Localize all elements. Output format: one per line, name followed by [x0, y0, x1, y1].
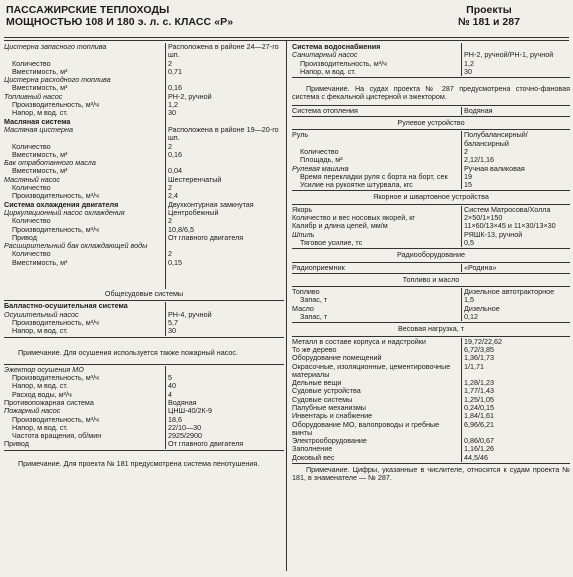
- row-label: Цистерна запасного топлива: [4, 43, 166, 60]
- row-value: 2: [168, 58, 172, 68]
- row-label: Судовые устройства: [292, 387, 462, 395]
- row-label: Производительность, м³/ч: [4, 416, 166, 424]
- row-label: Тяговое усилие, тс: [292, 239, 462, 247]
- row-label: Система водоснабжения: [292, 43, 462, 51]
- row-value: 2: [464, 146, 468, 156]
- row-label: Вместимость, м³: [4, 84, 166, 92]
- row-value: 1,25/1,05: [464, 394, 494, 404]
- row-label: Окрасочные, изоляционные, цементировочные материалы: [292, 363, 462, 380]
- row-label: Вместимость, м³: [4, 259, 166, 267]
- row-value: 30: [168, 108, 176, 118]
- row-value: 15: [464, 180, 472, 190]
- row-value: Двухконтурная замкнутая: [168, 199, 254, 209]
- row-label: Инвентарь и снабжение: [292, 412, 462, 420]
- row-label: Производительность, м³/ч: [4, 192, 166, 200]
- row-label: Топливо: [292, 288, 462, 296]
- row-value: 0,5: [464, 237, 474, 247]
- table-row: [292, 264, 570, 272]
- row-value: 0,16: [168, 83, 182, 93]
- row-label: Время перекладки руля с борта на борт, сек: [292, 173, 462, 181]
- note-foam: Примечание. Для проекта № 181 предусмотрена система пенотушения.: [18, 458, 260, 468]
- row-value: Систем Матросова/Холла: [464, 204, 551, 214]
- project-line-1: Проекты: [466, 4, 512, 16]
- row-value: 0,24/0,15: [464, 402, 494, 412]
- row-value: 0,16: [168, 149, 182, 159]
- row-label: Судовые системы: [292, 396, 462, 404]
- row-label: Металл в составе корпуса и надстройки: [292, 338, 462, 346]
- row-value: 30: [168, 326, 176, 336]
- row-label: Напор, м вод. ст.: [4, 327, 166, 335]
- row-value: ЦНШ-40/2К-9: [168, 406, 213, 416]
- row-value: 1,2: [168, 100, 178, 110]
- row-label: Количество: [4, 184, 166, 192]
- row-label: Руль: [292, 131, 462, 148]
- row-label: Напор, м вод. ст.: [4, 382, 166, 390]
- row-label: Усилие на рукоятке штурвала, кгс: [292, 181, 462, 189]
- table-left-fire: [4, 366, 284, 449]
- row-label: Масло: [292, 305, 462, 313]
- section-title-general-systems: Общесудовые системы: [104, 289, 184, 299]
- table-row: [292, 107, 570, 115]
- row-value: 22/10—30: [168, 422, 202, 432]
- row-value: 10,8/6,5: [168, 224, 194, 234]
- row-label: Палубные механизмы: [292, 404, 462, 412]
- row-value: Центробежный: [168, 207, 219, 217]
- row-label: Напор, м вод. ст.: [292, 68, 462, 76]
- row-label: Производительность, м³/ч: [4, 226, 166, 234]
- table-row: [292, 222, 570, 230]
- row-label: Дельные вещи: [292, 379, 462, 387]
- table-row: [292, 454, 570, 462]
- table-right-water: [292, 43, 570, 76]
- row-value: Шестеренчатый: [168, 174, 222, 184]
- row-value: 2×50/1×150: [464, 213, 503, 223]
- note-numerator: Примечание. Цифры, указанные в числителе, относятся к судам проекта № 181, в знаменателе — № 287.: [292, 465, 570, 483]
- right-column: [292, 43, 570, 484]
- row-label: Оборудование помещений: [292, 354, 462, 362]
- row-value: 1,84/1,61: [464, 411, 494, 421]
- table-row: [292, 239, 570, 247]
- row-label: Вместимость, м³: [4, 68, 166, 76]
- row-value: 2: [168, 141, 172, 151]
- row-label: Производительность, м³/ч: [292, 60, 462, 68]
- row-value: Дизельное автотракторное: [464, 287, 555, 297]
- row-label: Электрооборудование: [292, 437, 462, 445]
- row-label: Напор, м вод. ст.: [4, 109, 166, 117]
- table-row: [292, 296, 570, 304]
- row-value: 0,71: [168, 66, 182, 76]
- row-value: «Родина»: [464, 262, 497, 272]
- table-row: [292, 288, 570, 296]
- row-value: Водяная: [168, 397, 197, 407]
- row-label: Пожарный насос: [4, 407, 166, 415]
- row-label: Запас, т: [292, 296, 462, 304]
- table-right-heating: [292, 107, 570, 115]
- row-label: Эжектор осушения МО: [4, 366, 166, 374]
- row-value: 18,6: [168, 414, 182, 424]
- row-label: Производительность, м³/ч: [4, 374, 166, 382]
- row-label: Частота вращения, об/мин: [4, 432, 166, 440]
- row-label: Заполнение: [292, 445, 462, 453]
- row-value: 4: [168, 389, 172, 399]
- table-left-ballast: [4, 302, 284, 335]
- row-label: Расход воды, м³/ч: [4, 391, 166, 399]
- row-value: Ручная валиковая: [464, 163, 525, 173]
- row-value: РН-2, ручной: [168, 91, 212, 101]
- row-label: Циркуляционный насос охлаждения: [4, 209, 166, 217]
- table-weight: [292, 338, 570, 462]
- row-label: Масляная цистерна: [4, 126, 166, 143]
- row-label: Масляная система: [4, 118, 166, 126]
- table-row: [4, 327, 284, 335]
- table-row: [292, 305, 570, 313]
- row-value: 2: [168, 216, 172, 226]
- row-value: 19: [464, 171, 472, 181]
- row-label: Запас, т: [292, 313, 462, 321]
- row-label: Цистерна расходного топлива: [4, 76, 166, 84]
- row-value: 1,28/1,23: [464, 378, 494, 388]
- row-value: [166, 76, 284, 84]
- row-label: Оборудование МО, валопроводы и гребные винты: [292, 421, 462, 438]
- row-value: РН-4, ручной: [168, 309, 212, 319]
- table-radio: [292, 264, 570, 272]
- table-fuel: [292, 288, 570, 321]
- section-title-radio: Радиооборудование: [396, 250, 466, 260]
- row-label: Балластно-осушительная система: [4, 302, 166, 310]
- title-line-1: ПАССАЖИРСКИЕ ТЕПЛОХОДЫ: [6, 4, 170, 16]
- row-label: Количество: [4, 217, 166, 225]
- row-label: Осушительный насос: [4, 311, 166, 319]
- row-label: Производительность, м³/ч: [4, 101, 166, 109]
- row-value: 0,86/0,67: [464, 436, 494, 446]
- row-value: 6,96/6,21: [464, 419, 494, 429]
- row-label: Радиоприемник: [292, 264, 462, 272]
- row-value: [166, 159, 284, 167]
- table-row: [292, 131, 570, 148]
- column-divider: [286, 40, 287, 571]
- row-label: Калибр и длина цепей, мм/м: [292, 222, 462, 230]
- row-value: Дизельное: [464, 303, 500, 313]
- table-anchor: [292, 206, 570, 247]
- row-value: [166, 366, 284, 374]
- row-value: Водяная: [464, 105, 493, 115]
- row-value: Расположена в районе 19—20-го шп.: [168, 124, 279, 143]
- row-value: 6,72/3,85: [464, 344, 494, 354]
- table-steering: [292, 131, 570, 189]
- row-value: Расположена в районе 24—27-го шп.: [168, 42, 279, 60]
- table-row: [4, 43, 284, 60]
- row-value: 1,36/1,73: [464, 353, 494, 363]
- row-label: Количество: [292, 148, 462, 156]
- top-rule: [4, 37, 569, 38]
- section-title-fuel: Топливо и масло: [402, 274, 460, 284]
- table-row: [4, 259, 284, 267]
- row-value: 11×60/13×45 и 11×30/13×30: [464, 221, 556, 231]
- section-title-steering: Рулевое устройство: [397, 118, 465, 128]
- row-label: Система отопления: [292, 107, 462, 115]
- row-value: 19,72/22,62: [464, 336, 502, 346]
- note-drainage: Примечание. Для осушения используется также пожарный насос.: [18, 347, 238, 357]
- row-value: От главного двигателя: [168, 232, 244, 242]
- row-label: Площадь, м²: [292, 156, 462, 164]
- row-value: Полубалансирный/балансирный: [464, 130, 528, 148]
- row-label: Якорь: [292, 206, 462, 214]
- project-line-2: № 181 и 287: [458, 16, 520, 28]
- row-label: Санитарный насос: [292, 51, 462, 59]
- row-value: 1/1,71: [464, 361, 484, 371]
- row-label: Количество: [4, 60, 166, 68]
- row-value: 0,12: [464, 312, 478, 322]
- row-label: Количество и вес носовых якорей, кг: [292, 214, 462, 222]
- row-value: 2,4: [168, 191, 178, 201]
- row-value: 1,2: [464, 58, 474, 68]
- row-value: 5,7: [168, 317, 178, 327]
- row-value: 5: [168, 373, 172, 383]
- row-label: Доковый вес: [292, 454, 462, 462]
- row-label: Рулевая машина: [292, 165, 462, 173]
- row-value: 0,04: [168, 166, 182, 176]
- left-column: [4, 43, 284, 469]
- row-label: Количество: [4, 250, 166, 258]
- table-row: [292, 68, 570, 76]
- table-row: [292, 181, 570, 189]
- row-value: От главного двигателя: [168, 439, 244, 449]
- row-value: 2: [168, 183, 172, 193]
- project-label: [458, 4, 520, 28]
- row-label: Масляный насос: [4, 176, 166, 184]
- row-value: РН-2, ручной/РН-1, ручной: [464, 50, 554, 60]
- document-title: [6, 4, 233, 28]
- row-label: Шпиль: [292, 231, 462, 239]
- row-label: Система охлаждения двигателя: [4, 201, 166, 209]
- row-value: РЯШК-13, ручной: [464, 229, 523, 239]
- row-label: Бак отработанного масла: [4, 159, 166, 167]
- row-value: 1,16/1,26: [464, 444, 494, 454]
- row-label: Привод: [4, 440, 166, 448]
- row-label: Расширительный бак охлаждающей воды: [4, 242, 166, 250]
- row-value: 1,5: [464, 295, 474, 305]
- section-title-anchor: Якорное и швартовное устройства: [373, 192, 489, 202]
- table-row: [292, 363, 570, 380]
- row-label: Привод: [4, 234, 166, 242]
- row-value: 44,5/46: [464, 452, 488, 462]
- table-left-main: [4, 43, 284, 267]
- title-line-2: МОЩНОСТЬЮ 108 И 180 э. л. с. КЛАСС «Р»: [6, 16, 234, 28]
- table-row: [292, 313, 570, 321]
- row-value: [166, 242, 284, 250]
- row-label: Производительность, м³/ч: [4, 319, 166, 327]
- table-row: [4, 440, 284, 448]
- row-label: Напор, м вод. ст.: [4, 424, 166, 432]
- section-title-weight: Весовая нагрузка, т: [397, 324, 465, 334]
- row-label: То же дерево: [292, 346, 462, 354]
- note-sewage: Примечание. На судах проекта № 287 предусмотрена сточно-фановая система с фекальной цистерной и эжектором.: [292, 84, 570, 102]
- row-value: 2925/2900: [168, 431, 202, 441]
- table-row: [4, 126, 284, 143]
- row-value: 1,77/1,43: [464, 386, 494, 396]
- row-label: Количество: [4, 143, 166, 151]
- table-row: [292, 421, 570, 438]
- row-label: Противопожарная система: [4, 399, 166, 407]
- row-label: Топливный насос: [4, 93, 166, 101]
- row-value: 30: [464, 66, 472, 76]
- row-value: 40: [168, 381, 176, 391]
- row-value: 2,12/1,16: [464, 155, 494, 165]
- row-label: Вместимость, м³: [4, 151, 166, 159]
- table-row: [292, 437, 570, 445]
- row-value: 0,15: [168, 257, 182, 267]
- row-label: Вместимость, м³: [4, 167, 166, 175]
- row-value: 2: [168, 249, 172, 259]
